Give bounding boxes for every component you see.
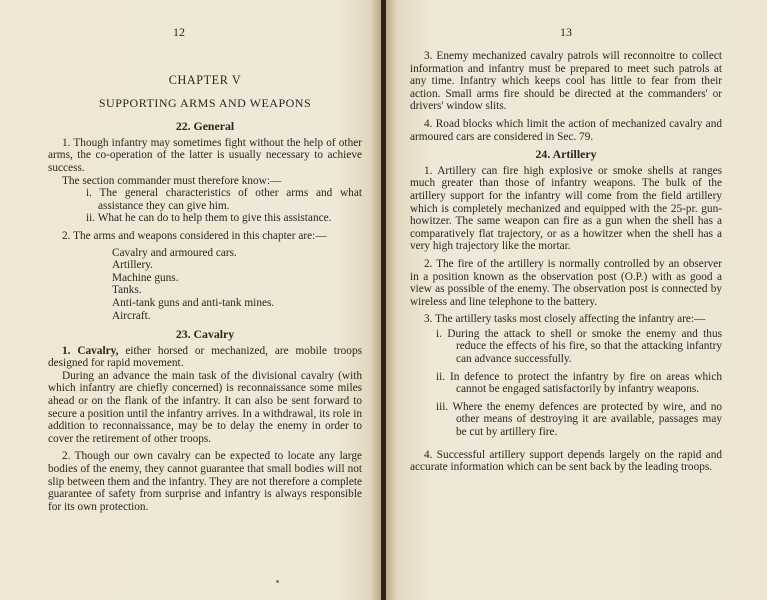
task-item-i: i. During the attack to shell or smoke the enemy and thus reduce the effects of his fire, so that the attacking infantry can advance successfully. <box>436 327 722 366</box>
arms-list-item: Aircraft. <box>112 309 151 322</box>
paragraph-23-1b: During an advance the main task of the divisional cavalry (with which infantry are chiefly concerned) is reconnaissance some miles ahead or on the flank of the infantry. It can also be sent forward to secure a position until the infantry arrives. In a withdrawal, its role in addition to reconnaissance, may be to delay the enemy in order to cover the retirement of other troops. <box>48 369 362 445</box>
chapter-heading: CHAPTER V <box>168 73 242 87</box>
arms-list-item: Anti-tank guns and anti-tank mines. <box>112 296 275 309</box>
cavalry-term: 1. Cavalry, <box>62 344 119 357</box>
arms-list <box>112 247 362 323</box>
paper-speck <box>276 580 279 583</box>
chapter-subtitle: SUPPORTING ARMS AND WEAPONS <box>98 95 312 110</box>
page-number-left: 12 <box>173 25 185 39</box>
paragraph-22-1: 1. Though infantry may sometimes fight without the help of other arms, the co-operation of the latter is usually necessary to achieve success. <box>48 136 362 174</box>
right-page <box>386 0 767 600</box>
paragraph-23-1-text: either horsed or mechanized, are mobile troops designed for rapid movement. <box>48 344 362 370</box>
paragraph-22-1b: The section commander must therefore know:— <box>62 174 282 187</box>
section-23-heading: 23. Cavalry <box>175 327 235 342</box>
paragraph-24-4: 4. Successful artillery support depends largely on the rapid and accurate information which can be sent back by the leading troops. <box>410 448 722 474</box>
paragraph-23-2: 2. Though our own cavalry can be expected to locate any large bodies of the enemy, they cannot guarantee that small bodies will not slip between them and the infantry. They are not therefore a complete guarantee of safety from surprise and infantry is always responsible for its own protection. <box>48 450 362 513</box>
paragraph-24-1: 1. Artillery can fire high explosive or smoke shells at ranges much greater than those of infantry weapons. The bulk of the artillery support for the infantry will come from the field artillery which is completely mechanized and equipped with the 25-pr. gun-howitzer. The same weapon can fire as a gun when the shell has a comparatively flat trajectory, or as a howitzer when the shell has a very high trajectory like the mortar. <box>410 164 722 253</box>
arms-list-item: Tanks. <box>112 284 142 297</box>
section-22-heading: 22. General <box>175 119 235 134</box>
list-item-i: i. The general characteristics of other arms and what assistance they can give him. <box>86 187 362 212</box>
paragraph-23-1 <box>48 345 362 370</box>
section-24-heading: 24. Artillery <box>535 147 597 162</box>
task-item-ii: ii. In defence to protect the infantry by fire on areas which cannot be engaged satisfactorily by infantry weapons. <box>436 370 722 396</box>
left-page <box>0 0 381 600</box>
arms-list-item: Cavalry and armoured cars. <box>112 246 237 259</box>
page-number-right: 13 <box>560 25 572 39</box>
arms-list-item: Artillery. <box>112 259 153 272</box>
right-page-text <box>410 50 722 474</box>
paragraph-22-2: 2. The arms and weapons considered in this chapter are:— <box>62 229 327 242</box>
list-item-ii: ii. What he can do to help them to give this assistance. <box>86 212 332 225</box>
paragraph-24-3: 3. The artillery tasks most closely affecting the infantry are:— <box>424 313 706 326</box>
paragraph-24-2: 2. The fire of the artillery is normally controlled by an observer in a position known as the observation post (O.P.) with as good a view as possible of the enemy. The observation post is connected by wireless and line telephone to the battery. <box>410 257 722 308</box>
paragraph-23-4: 4. Road blocks which limit the action of mechanized cavalry and armoured cars are considered in Sec. 79. <box>410 117 722 143</box>
paragraph-23-3: 3. Enemy mechanized cavalry patrols will reconnoitre to collect information and infantry must be prepared to meet such patrols at any time. Infantry which keeps cool has little to fear from their action. Small arms fire should be directed at the commanders' or drivers' window slits. <box>410 50 722 113</box>
left-page-text <box>48 68 362 513</box>
arms-list-item: Machine guns. <box>112 271 179 284</box>
task-item-iii: iii. Where the enemy defences are protected by wire, and no other means of destroying it are available, passages may be cut by artillery fire. <box>436 400 722 439</box>
